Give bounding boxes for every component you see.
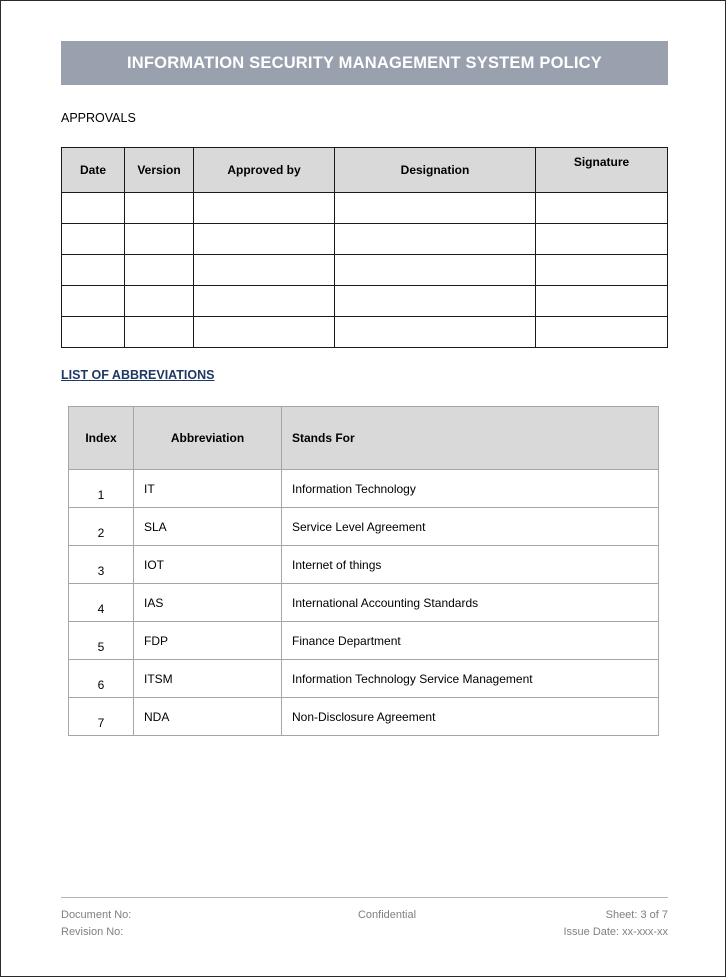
page-content [61,41,668,736]
abbreviations-heading: LIST OF ABBREVIATIONS [61,368,215,382]
approvals-cell-signature[interactable] [536,255,668,286]
abbreviation-index: 3 [69,546,134,584]
abbreviation-stands-for: Internet of things [282,546,659,584]
abbreviations-table [68,406,659,736]
approvals-cell-designation[interactable] [335,255,536,286]
abbreviation-term: ITSM [134,660,282,698]
footer-row-top [61,907,668,924]
approvals-cell-version[interactable] [125,224,194,255]
approvals-cell-date[interactable] [62,286,125,317]
footer-document-no: Document No: [61,909,132,921]
page-footer [61,897,668,941]
approvals-label: APPROVALS [61,111,136,125]
table-row [62,193,668,224]
table-row [62,255,668,286]
approvals-col-approved-by: Approved by [194,148,335,193]
footer-issue-date: Issue Date: xx-xxx-xx [563,926,668,938]
approvals-cell-approved-by[interactable] [194,286,335,317]
abbreviation-stands-for: International Accounting Standards [282,584,659,622]
approvals-cell-approved-by[interactable] [194,193,335,224]
table-row [62,286,668,317]
abbreviation-index: 5 [69,622,134,660]
approvals-cell-designation[interactable] [335,193,536,224]
abbreviations-table-wrapper [61,406,668,736]
abbreviation-index: 4 [69,584,134,622]
approvals-cell-date[interactable] [62,317,125,348]
approvals-cell-version[interactable] [125,193,194,224]
approvals-cell-date[interactable] [62,255,125,286]
approvals-cell-version[interactable] [125,317,194,348]
footer-row-bottom [61,924,668,941]
approvals-col-designation: Designation [335,148,536,193]
abbreviation-term: IT [134,470,282,508]
abbreviation-stands-for: Finance Department [282,622,659,660]
approvals-table-body [62,193,668,348]
abbreviations-col-abbreviation: Abbreviation [134,407,282,470]
table-row [69,508,659,546]
table-row [69,622,659,660]
table-row [62,224,668,255]
abbreviation-term: IAS [134,584,282,622]
footer-classification: Confidential [357,909,417,921]
abbreviation-stands-for: Information Technology [282,470,659,508]
approvals-cell-date[interactable] [62,224,125,255]
abbreviations-col-stands-for: Stands For [282,407,659,470]
abbreviation-index: 7 [69,698,134,736]
approvals-cell-version[interactable] [125,286,194,317]
approvals-cell-designation[interactable] [335,317,536,348]
table-row [69,470,659,508]
approvals-header-row [62,148,668,193]
approvals-table-head [62,148,668,193]
footer-revision-no: Revision No: [61,926,124,938]
approvals-col-date: Date [62,148,125,193]
abbreviation-term: SLA [134,508,282,546]
footer-divider [61,897,668,898]
table-row [69,660,659,698]
approvals-cell-approved-by[interactable] [194,317,335,348]
approvals-cell-signature[interactable] [536,193,668,224]
approvals-cell-signature[interactable] [536,317,668,348]
abbreviation-stands-for: Non-Disclosure Agreement [282,698,659,736]
approvals-cell-signature[interactable] [536,224,668,255]
abbreviation-term: NDA [134,698,282,736]
approvals-cell-signature[interactable] [536,286,668,317]
abbreviations-header-row [69,407,659,470]
abbreviation-term: FDP [134,622,282,660]
approvals-cell-designation[interactable] [335,224,536,255]
abbreviations-col-index: Index [69,407,134,470]
abbreviation-index: 1 [69,470,134,508]
abbreviation-index: 2 [69,508,134,546]
approvals-cell-designation[interactable] [335,286,536,317]
document-title-banner [61,41,668,85]
table-row [69,546,659,584]
table-row [62,317,668,348]
table-row [69,698,659,736]
footer-sheet-number: Sheet: 3 of 7 [605,909,668,921]
approvals-col-version: Version [125,148,194,193]
approvals-col-signature: Signature [536,148,668,193]
approvals-table [61,147,668,348]
approvals-cell-approved-by[interactable] [194,224,335,255]
table-row [69,584,659,622]
abbreviation-term: IOT [134,546,282,584]
approvals-cell-version[interactable] [125,255,194,286]
approvals-cell-approved-by[interactable] [194,255,335,286]
abbreviation-stands-for: Information Technology Service Management [282,660,659,698]
page-title: INFORMATION SECURITY MANAGEMENT SYSTEM POLICY [127,53,602,72]
abbreviation-stands-for: Service Level Agreement [282,508,659,546]
abbreviation-index: 6 [69,660,134,698]
abbreviations-table-head [69,407,659,470]
approvals-cell-date[interactable] [62,193,125,224]
abbreviations-table-body [69,470,659,736]
